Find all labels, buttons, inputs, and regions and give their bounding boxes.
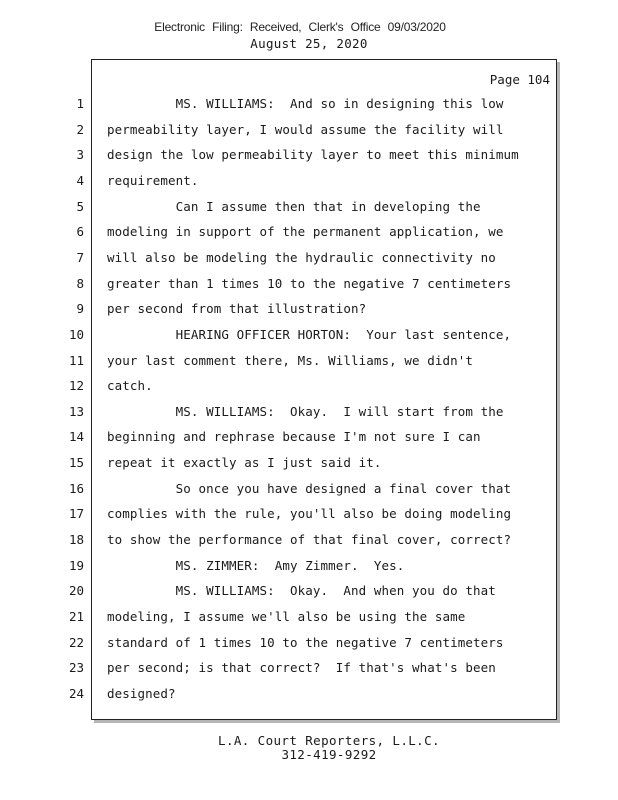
line-number: 7 [76,249,84,265]
filing-stamp: Electronic Filing: Received, Clerk's Office 09/03/2020 [154,20,446,34]
transcript-line: HEARING OFFICER HORTON: Your last sentence, [107,326,512,342]
hearing-date: August 25, 2020 [250,36,368,51]
transcript-line: MS. WILLIAMS: Okay. And when you do that [107,583,496,599]
transcript-line: designed? [107,685,176,701]
line-number: 17 [68,506,84,522]
line-number: 14 [68,429,84,445]
transcript-line: beginning and rephrase because I'm not sure I can [107,429,481,445]
line-number: 18 [68,532,84,548]
transcript-line: So once you have designed a final cover that [107,480,512,496]
transcript-line: permeability layer, I would assume the facility will [107,121,504,137]
line-number: 12 [68,378,84,394]
line-number: 2 [76,121,84,137]
transcript-line: modeling, I assume we'll also be using the same [107,609,466,624]
transcript-line: Can I assume then that in developing the [107,198,481,214]
transcript-line: complies with the rule, you'll also be doing modeling [107,506,512,522]
line-number: 1 [76,96,84,111]
line-number: 13 [68,403,84,419]
transcript-line: repeat it exactly as I just said it. [107,455,382,471]
line-number: 19 [68,557,84,573]
line-number: 20 [68,583,84,599]
transcript-line: per second from that illustration? [107,301,367,317]
line-number: 10 [68,326,84,342]
transcript-line: catch. [107,378,153,394]
transcript-line: MS. WILLIAMS: Okay. I will start from the [107,403,504,419]
court-reporter-phone: 312-419-9292 [281,747,377,762]
line-number: 23 [68,660,84,676]
line-number: 3 [76,147,84,163]
line-number: 21 [68,609,84,624]
line-number: 5 [76,198,84,214]
line-number: 22 [68,634,84,650]
line-number: 16 [68,480,84,496]
transcript-line: MS. ZIMMER: Amy Zimmer. Yes. [107,557,405,573]
transcript-line: will also be modeling the hydraulic connectivity no [107,249,496,265]
line-number: 11 [68,352,84,368]
transcript-line: standard of 1 times 10 to the negative 7 centimeters [107,634,504,650]
transcript-line: your last comment there, Ms. Williams, we didn't [107,352,474,368]
line-number: 24 [68,685,84,701]
transcript-line: per second; is that correct? If that's what's been [107,660,496,676]
transcript-line: modeling in support of the permanent application, we [107,224,504,240]
line-number: 6 [76,224,84,240]
line-number: 15 [68,455,84,471]
court-reporter-name: L.A. Court Reporters, L.L.C. [218,733,440,748]
transcript-line: requirement. [107,172,199,188]
page-number: Page 104 [489,72,550,87]
line-number: 4 [76,172,84,188]
transcript-line: design the low permeability layer to meet this minimum [107,147,519,163]
line-number: 8 [76,275,84,291]
transcript-line: greater than 1 times 10 to the negative 7 centimeters [107,275,512,291]
line-number: 9 [76,301,84,317]
transcript-line: to show the performance of that final cover, correct? [107,532,512,548]
transcript-line: MS. WILLIAMS: And so in designing this low [107,96,504,111]
